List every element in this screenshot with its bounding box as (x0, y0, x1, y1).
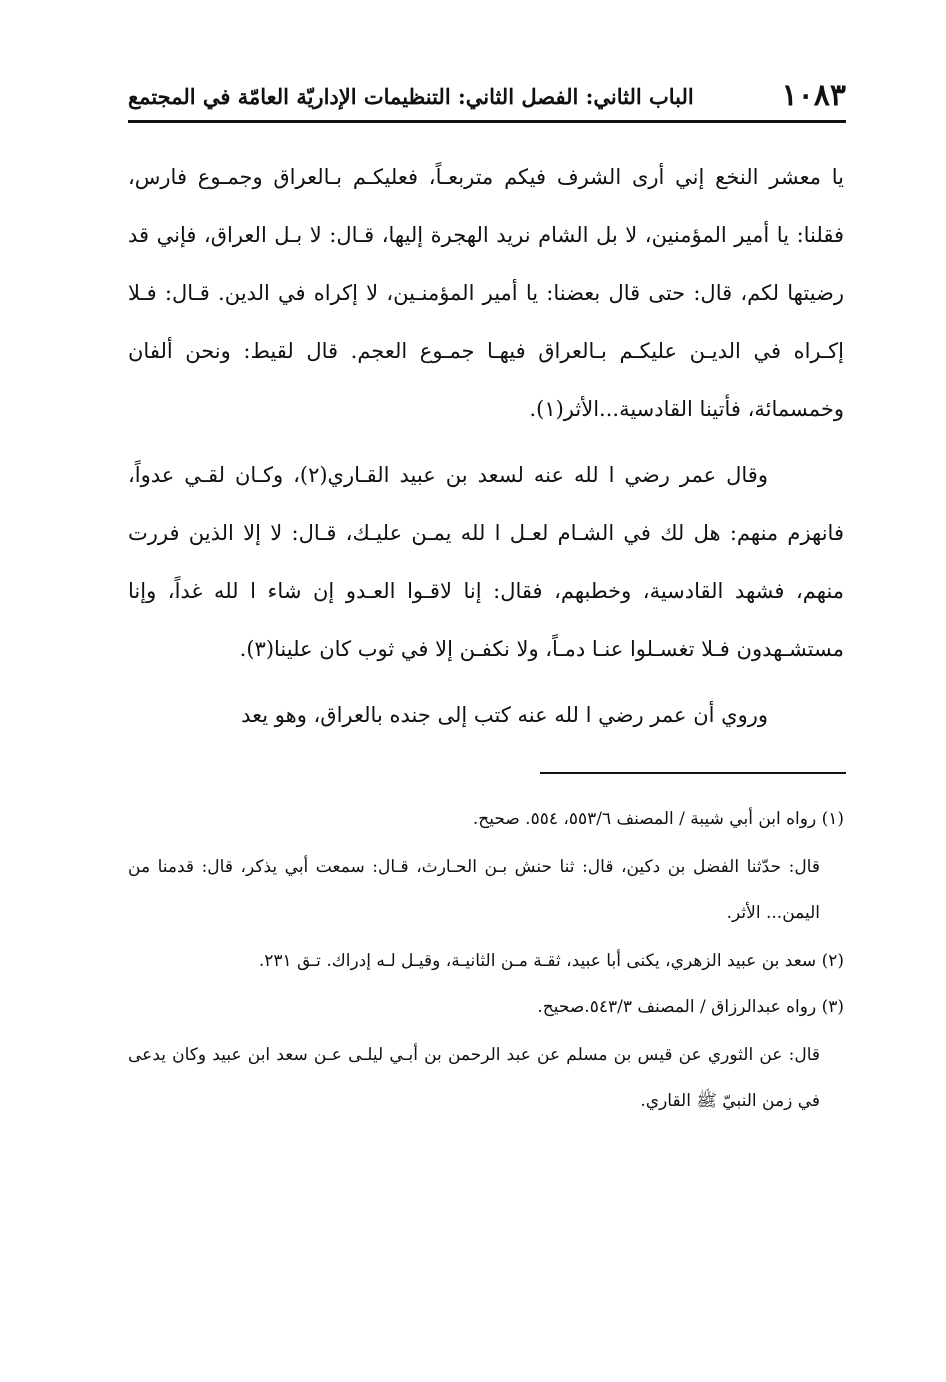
footnote-2-source: (٢) سعد بن عبيد الزهري، يكنى أبا عبيد، ثقـة مـن الثانيـة، وقيـل لـه إدراك. تـق ٢٣١. (258, 951, 844, 971)
running-title: الباب الثاني: الفصل الثاني: التنظيمات الإداريّة العامّة في المجتمع (128, 84, 694, 109)
page-number: ١٠٨٣ (781, 78, 846, 113)
footnote-1-source: (١) رواه ابن أبي شيبة / المصنف ٥٥٣/٦، ٥٥٤. صحيح. (472, 809, 844, 829)
footnote-3-source: (٣) رواه عبدالرزاق / المصنف ٥٤٣/٣.صحيح. (537, 997, 844, 1017)
header-rule (128, 120, 846, 123)
footnote-1-detail: قال: حدّثنا الفضل بن دكين، قال: ثنا حنش بـن الحـارث، قـال: سمعت أبي يذكر، قال: قدمنا من اليمن... الأثر. (128, 857, 820, 923)
footnote-separator (540, 772, 846, 774)
paragraph-2: وقال عمر رضي ا لله عنه لسعد بن عبيد القـاري(٢)، وكـان لقـي عدواً، فانهزم منهم: هل لك في الشـام لعـل ا لله يمـن عليـك، قـال: لا إلا الذين فررت منهم، فشهد القادسية، وخطبهم، فقال: إنا لاقـوا العـدو إن شاء ا لله غداً، وإنا مستشـهدون فـلا تغسـلوا عنـا دمـاً، ولا نكفـن إلا في ثوب كان علينا(٣). (128, 463, 844, 661)
footnote-3-detail: قال: عن الثوري عن قيس بن مسلم عن عبد الرحمن بن أبـي ليلـى عـن سعد ابن عبيد وكان يدعى في زمن النبيّ ﷺ القاري. (128, 1045, 820, 1111)
footnotes (128, 796, 844, 1124)
paragraph-1: يا معشر النخع إني أرى الشرف فيكم متربعـاً، فعليكـم بـالعراق وجمـوع فارس، فقلنا: يا أمير المؤمنين، لا بل الشام نريد الهجرة إليها، قـال: لا بـل العراق، فإني قد رضيتها لكم، قال: حتى قال بعضنا: يا أمير المؤمنـين، لا إكراه في الدين. قـال: فـلا إكـراه في الديـن عليكـم بـالعراق فيهـا جمـوع العجم. قال لقيط: ونحن ألفان وخمسمائة، فأتينا القادسية...الأثر(١). (128, 165, 844, 421)
main-text (128, 148, 844, 744)
page-header (128, 78, 846, 118)
paragraph-3: وروي أن عمر رضي ا لله عنه كتب إلى جنده بالعراق، وهو يعد (241, 703, 768, 727)
